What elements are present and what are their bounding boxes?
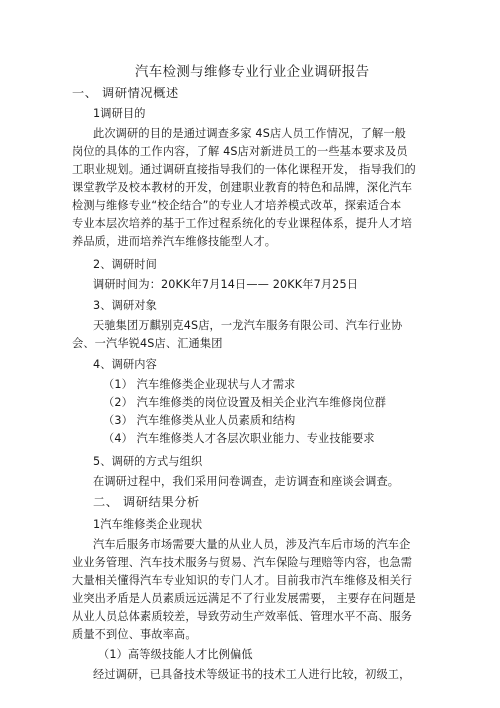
paragraph-line: 工职业规划。通过调研直接指导我们的一体化课程开发， 指导我们的 [72, 163, 416, 176]
paragraph-line: 检测与维修专业“校企结合”的专业人才培养模式改革，探索适合本 [72, 199, 402, 212]
subsection-heading: 4、调研内容 [93, 358, 157, 371]
list-item: （1）高等级技能人才比例偏低 [98, 648, 253, 661]
paragraph-line: 专业本层次培养的基于工作过程系统化的专业课程体系，提升人才培 [72, 217, 413, 230]
list-item: （2） 汽车维修类的岗位设置及相关企业汽车维修岗位群 [103, 396, 387, 409]
subsection-heading: 1汽车维修类企业现状 [93, 518, 203, 531]
paragraph-line: 从业人员总体素质较差，导致劳动生产效率低、管理水平不高、服务 [72, 610, 413, 623]
paragraph-line: 质量不到位、事故率高。 [72, 628, 197, 641]
section-heading: 二、 调研结果分析 [93, 495, 200, 509]
paragraph-line: 汽车后服务市场需要大量的从业人员，涉及汽车后市场的汽车企 [93, 538, 411, 551]
paragraph-line: 调研时间为：20KK年7月14日—— 20KK年7月25日 [93, 278, 359, 291]
subsection-heading: 5、调研的方式与组织 [93, 455, 203, 468]
list-item: （3） 汽车维修类从业人员素质和结构 [103, 414, 296, 427]
paragraph-line: 业业务管理、汽车技术服务与贸易、汽车保险与理赔等内容，也急需 [72, 556, 413, 569]
subsection-heading: 2、调研时间 [93, 258, 157, 271]
paragraph-line: 在调研过程中，我们采用问卷调查，走访调查和座谈会调查。 [93, 475, 400, 488]
paragraph-line: 天驰集团万麒别克4S店，一龙汽车服务有限公司、汽车行业协 [93, 319, 403, 332]
paragraph-line: 课堂教学及校本教材的开发，创建职业教育的特色和品牌，深化汽车 [72, 181, 413, 194]
document-title: 汽车检测与维修专业行业企业调研报告 [135, 65, 370, 80]
paragraph-line: 大量相关懂得汽车专业知识的专门人才。目前我市汽车维修及相关行 [72, 574, 413, 587]
subsection-heading: 1调研目的 [93, 107, 146, 120]
paragraph-line: 此次调研的目的是通过调查多家 4S店人员工作情况，了解一般 [93, 127, 407, 140]
list-item: （4） 汽车维修类人才各层次职业能力、专业技能要求 [103, 432, 375, 445]
section-heading: 一、 调研情况概述 [72, 86, 179, 100]
paragraph-line: 会、一汽华锐4S店、汇通集团 [72, 337, 223, 350]
list-item: （1） 汽车维修类企业现状与人才需求 [103, 378, 296, 391]
paragraph-line: 岗位的具体的工作内容，了解 4S店对新进员工的一些基本要求及员 [72, 145, 408, 158]
paragraph-line: 养品质，进而培养汽车维修技能型人才。 [72, 235, 277, 248]
paragraph-line: 经过调研，已具备技术等级证书的技术工人进行比较，初级工， [93, 668, 411, 681]
subsection-heading: 3、调研对象 [93, 299, 157, 312]
paragraph-line: 业突出矛盾是人员素质远远满足不了行业发展需要， 主要存在问题是 [72, 592, 416, 605]
